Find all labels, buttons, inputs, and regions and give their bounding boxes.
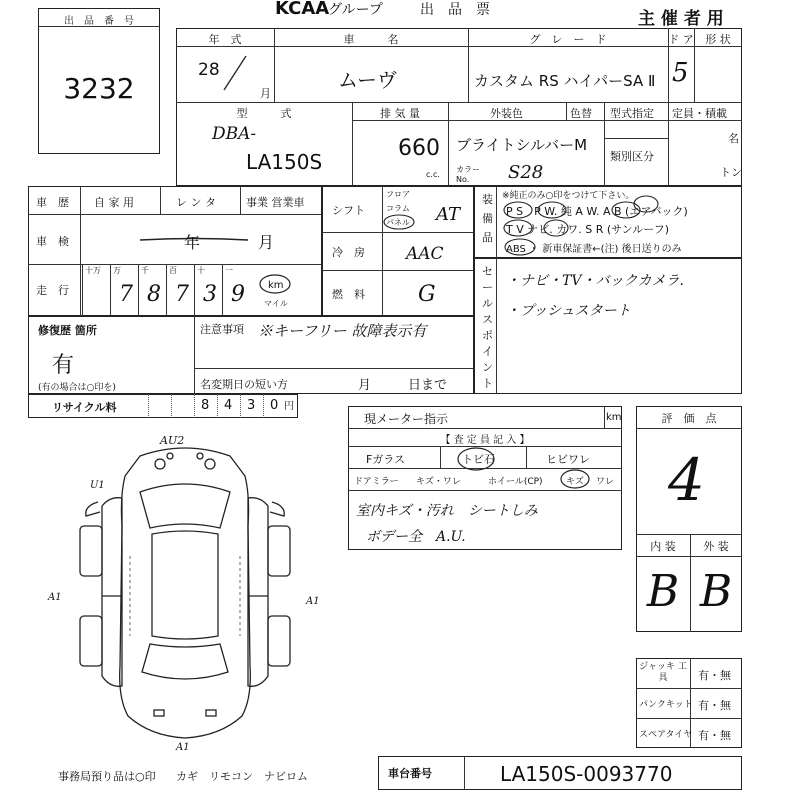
equipment-circles [500, 196, 740, 256]
color-no-label: カラー No. [456, 165, 480, 184]
inspector-section-label: 【 査 定 員 記 入 】 [440, 435, 530, 446]
equipment-note: ※純正のみ○印をつけて下さい。 [502, 191, 635, 201]
displacement-label: 排 気 量 [380, 107, 420, 120]
equipment-row3: ABS ・ 新車保証書←(注) 後日送りのみ [506, 244, 682, 255]
mileage-digit-cell [222, 264, 250, 316]
capacity-unit: 名 [728, 132, 739, 145]
puncture-label: パンクキット [639, 700, 693, 710]
mileage-label: 走 行 [36, 284, 69, 297]
shift-floor: フロア [386, 190, 410, 199]
shape-label: 形 状 [705, 33, 731, 46]
meter-unit: km [606, 412, 622, 423]
recycle-label: リサイクル料 [52, 401, 117, 414]
name-label: 車 名 [343, 33, 399, 46]
mileage-unit-label: 百 [169, 266, 177, 275]
mileage-digit: 3 [203, 282, 217, 307]
color-label: 外装色 [490, 107, 523, 120]
mile-unit: マイル [264, 299, 288, 308]
score-value: 4 [668, 446, 705, 514]
mileage-digit: 9 [231, 282, 245, 307]
equipment-label: 装備品 [482, 193, 493, 244]
wheel-label: ホイール(CP) [488, 477, 543, 487]
history-private[interactable]: 自 家 用 [94, 196, 134, 209]
wheel-scratch: キズ [566, 477, 584, 487]
sales-point-2: ・プッシュスタート [506, 303, 631, 319]
mileage-digit-cell [110, 264, 138, 316]
repair-value: 有 [52, 353, 75, 378]
mileage-digit: 7 [175, 282, 189, 307]
equipment-row1: P S P W. 純 A W. A B (エアバック) [506, 205, 688, 218]
km-unit: km [268, 280, 284, 291]
type-cert-label: 型式指定 [610, 107, 654, 120]
mileage-unit-label: 千 [141, 266, 149, 275]
chip-label: トビ石 [462, 453, 495, 466]
color-value: ブライトシルバーM [456, 136, 588, 154]
grade-label: グ レ ー ド [529, 33, 607, 46]
mileage-unit-label: 一 [225, 266, 233, 275]
cc-unit: c.c. [426, 170, 440, 179]
sales-points-label: セールスポイント [482, 265, 493, 390]
recycle-digit-cell [240, 394, 263, 418]
shift-column: コラム [386, 204, 410, 213]
sheet-title: 出 品 票 [420, 2, 490, 18]
notes-value: ※キーフリー 故障表示有 [258, 322, 427, 340]
expiry-label: 名変期日の短い方 [200, 378, 288, 391]
group-label: グループ [328, 2, 383, 18]
inspection-label: 車 検 [36, 235, 69, 248]
mileage-unit-label: 十万 [85, 266, 101, 275]
year-value: 28 [198, 60, 220, 80]
month-suffix: 月 [260, 87, 271, 100]
wheel-circle [558, 468, 592, 490]
puncture-value: 有・無 [698, 699, 731, 712]
notes-label: 注意事項 [200, 323, 244, 336]
color-change-label: 色替 [570, 107, 592, 120]
mileage-digit-cell [138, 264, 166, 316]
brand-logo: KCAA [275, 0, 330, 19]
score-label: 評 価 点 [661, 412, 717, 425]
shift-label: シフト [332, 204, 365, 217]
fuel-value: G [418, 282, 436, 307]
recycle-digit-cell [217, 394, 240, 418]
wheel-crack: ワレ [596, 477, 615, 487]
inspection-month: 月 [258, 233, 275, 252]
recycle-digit-cell [171, 394, 194, 418]
mirror-damage: キズ・ワレ [416, 477, 461, 487]
recycle-digit: 0 [270, 398, 279, 413]
jack-label: ジャッキ 工 具 [639, 662, 696, 683]
recycle-unit: 円 [284, 401, 294, 412]
spare-label: スペアタイヤ [639, 730, 693, 740]
model-prefix: DBA- [212, 124, 257, 144]
grade-value: カスタム RS ハイパーSA Ⅱ [474, 72, 656, 90]
load-unit: トン [720, 166, 742, 179]
displacement-value: 660 [398, 136, 440, 161]
inspector-comment-2: ボデー全 A.U. [366, 529, 466, 545]
fglass-label: Fガラス [366, 453, 405, 466]
meter-label: 現メーター指示 [364, 412, 449, 426]
history-rental[interactable]: レ ン タ [176, 196, 216, 209]
recycle-digit: 4 [224, 398, 233, 413]
recycle-digit-cell [194, 394, 217, 418]
mileage-unit-label: 万 [113, 266, 121, 275]
category-label: 類別区分 [610, 150, 654, 163]
shift-panel: パネル [386, 218, 410, 227]
panel-circle [382, 213, 416, 231]
repair-label: 修復歴 箇所 [38, 324, 97, 337]
interior-value: B [646, 566, 680, 617]
ac-value: AAC [406, 244, 444, 264]
ac-label: 冷 房 [332, 246, 365, 259]
exterior-value: B [699, 566, 733, 617]
office-items: カギ リモコン ナビロム [176, 770, 308, 783]
interior-label: 内 装 [650, 540, 676, 553]
lot-number-label: 出 品 番 号 [64, 16, 134, 27]
year-label: 年 式 [208, 33, 242, 46]
equipment-row2: T V ナビ. カワ. S R (サンルーフ) [506, 223, 670, 236]
recycle-digit: 8 [201, 398, 210, 413]
diagram-mark-left-mirror: U1 [90, 480, 105, 491]
spare-value: 有・無 [698, 729, 731, 742]
history-label: 車 歴 [36, 196, 69, 209]
lot-number: 3232 [63, 72, 135, 105]
chip-circle [452, 446, 496, 472]
mileage-digit-cell [166, 264, 194, 316]
diagram-mark-rear: A1 [176, 742, 190, 753]
exterior-label: 外 装 [703, 540, 729, 553]
organizer-label: 主 催 者 用 [638, 9, 724, 29]
model-value: LA150S [246, 150, 323, 174]
vehicle-name: ムーヴ [338, 68, 397, 92]
recycle-digit-cell [263, 394, 286, 418]
mileage-unit-label: 十 [197, 266, 205, 275]
recycle-digit-cell [148, 394, 171, 418]
mileage-digit-cell [194, 264, 222, 316]
mirror-label: ドアミラー [354, 477, 399, 487]
mileage-digit: 7 [119, 282, 133, 307]
expiry-month: 月 [358, 378, 372, 393]
shift-value: AT [436, 204, 461, 225]
jack-value: 有・無 [698, 669, 731, 682]
expiry-day: 日まで [408, 378, 448, 393]
model-label: 型 式 [236, 107, 292, 120]
office-note: 事務局預り品は○印 [58, 770, 156, 783]
diagram-mark-left: A1 [48, 592, 62, 603]
mileage-digit: 8 [147, 282, 161, 307]
recycle-digit: 3 [247, 398, 256, 413]
inspection-year: 年 [184, 233, 201, 252]
inspector-comment-1: 室内キズ・汚れ シートしみ [356, 503, 538, 519]
history-business[interactable]: 事業 営業車 [246, 196, 305, 209]
chassis-label: 車台番号 [388, 767, 432, 780]
diagram-mark-front: AU2 [160, 434, 185, 447]
mileage-digit-cell [82, 264, 110, 316]
color-no-value: S28 [508, 162, 544, 183]
year-slash [220, 54, 250, 94]
fuel-label: 燃 料 [332, 288, 365, 301]
crack-label: ヒビワレ [546, 453, 590, 466]
chassis-number: LA150S-0093770 [500, 762, 673, 786]
diagram-mark-right: A1 [306, 596, 320, 607]
doors-label: ド ア [668, 33, 694, 46]
sales-point-1: ・ナビ・TV・バックカメラ. [506, 273, 684, 289]
doors-value: 5 [672, 58, 689, 88]
km-circle [258, 273, 292, 295]
capacity-label: 定員・積載 [672, 107, 727, 120]
repair-hint: (有の場合は○印を) [38, 383, 116, 393]
